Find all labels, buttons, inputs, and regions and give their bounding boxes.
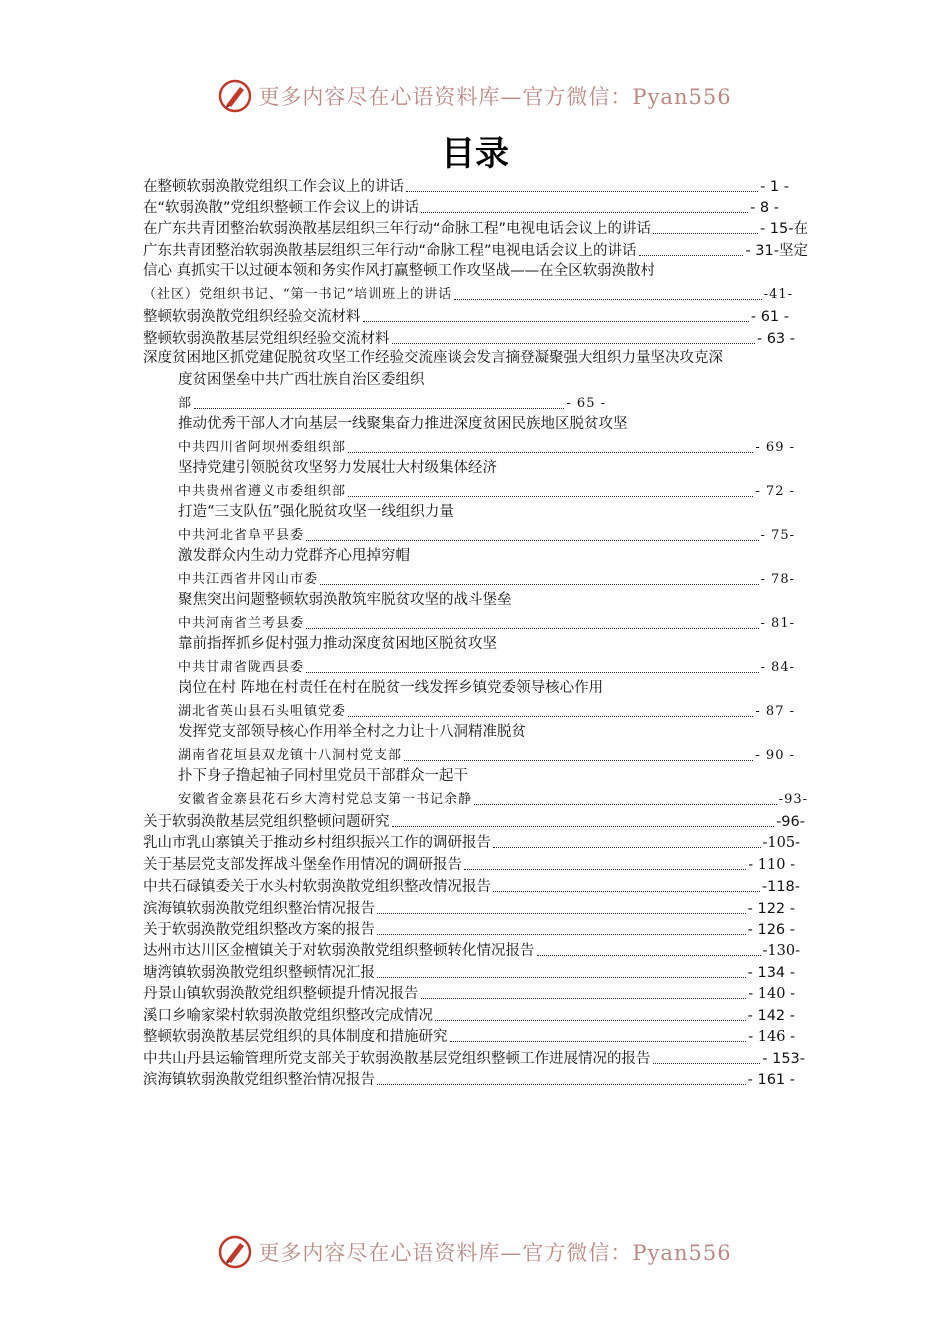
toc-entry[interactable] [143,239,808,261]
toc-entry-title: 滨海镇软弱涣散党组织整治情况报告 [143,901,375,917]
toc-entry[interactable] [143,1004,795,1026]
toc-entry-title: 中共山丹县运输管理所党支部关于软弱涣散基层党组织整顿工作进展情况的报告 [143,1051,651,1067]
dot-leader [377,934,746,935]
toc-entry-heading: 发挥党支部领导核心作用举全村之力让十八洞精准脱贫 [178,724,526,740]
pen-logo-icon [218,1235,252,1269]
dot-leader [306,672,759,673]
toc-entry-page: - 146 - [748,1029,795,1045]
dot-leader [454,299,761,300]
toc-entry-page: - 31-坚定 [745,243,808,259]
toc-entry[interactable] [143,1025,795,1047]
toc-entry-page: - 134 - [747,965,795,981]
dot-leader [348,452,753,453]
toc-entry-title: 中共石碌镇委关于水头村软弱涣散党组织整改情况报告 [143,879,491,895]
toc-entry[interactable] [178,744,795,766]
toc-entry[interactable] [143,918,795,940]
dot-leader [421,998,747,999]
toc-entry-page: - 15-在 [759,221,808,237]
toc-entry-title: 中共河南省兰考县委 [178,616,305,631]
toc-entry[interactable] [178,700,795,722]
dot-leader [493,891,760,892]
toc-entry[interactable] [178,612,795,634]
toc-entry-continuation: 深度贫困地区抓党建促脱贫攻坚工作经验交流座谈会发言摘登凝聚强大组织力量坚决攻克深 [143,350,723,366]
dot-leader [406,191,758,192]
toc-entry-title: 溪口乡喻家梁村软弱涣散党组织整改完成情况 [143,1008,433,1024]
toc-entry-continuation: 信心 真抓实干以过硬本领和务实作风打赢整顿工作攻坚战——在全区软弱涣散村 [143,263,656,279]
toc-entry[interactable] [143,217,808,239]
dot-leader [653,233,758,234]
toc-entry-heading: 打造“三支队伍”强化脱贫攻坚一线组织力量 [178,504,454,520]
toc-entry[interactable] [143,982,795,1004]
toc-entry[interactable] [178,436,795,458]
dot-leader [363,321,749,322]
toc-entry-page: -130- [762,943,800,959]
toc-entry-page: - 8 - [750,200,779,216]
page-title: 目录 [441,134,509,174]
toc-entry-heading: 聚焦突出问题整顿软弱涣散筑牢脱贫攻坚的战斗堡垒 [178,592,512,608]
toc-entry-title: 关于基层党支部发挥战斗堡垒作用情况的调研报告 [143,857,462,873]
toc-entry-title: 整顿软弱涣散党组织经验交流材料 [143,309,361,325]
dot-leader [421,212,748,213]
toc-entry-title: 部 [178,396,193,411]
toc-entry-heading: 岗位在村 阵地在村责任在村在脱贫一线发挥乡镇党委领导核心作用 [178,680,604,696]
toc-entry[interactable] [143,175,789,197]
dot-leader [320,584,759,585]
dot-leader [348,496,753,497]
dot-leader [537,955,761,956]
toc-entry-heading: 激发群众内生动力党群齐心甩掉穷帽 [178,548,410,564]
dot-leader [450,1041,747,1042]
toc-entry-title: 塘湾镇软弱涣散党组织整顿情况汇报 [143,965,375,981]
dot-leader [306,628,759,629]
watermark-banner-bottom [0,1232,950,1272]
dot-leader [404,760,753,761]
toc-entry-title: 整顿软弱涣散基层党组织经验交流材料 [143,331,390,347]
toc-entry-heading: 推动优秀干部人才向基层一线聚集奋力推进深度贫困民族地区脱贫攻坚 [178,416,628,432]
toc-entry[interactable] [178,788,808,810]
toc-entry[interactable] [143,875,800,897]
dot-leader [493,847,761,848]
toc-entry-page: - 90 - [755,748,795,763]
dot-leader [377,977,746,978]
toc-entry[interactable] [143,305,789,327]
toc-entry[interactable] [143,810,805,832]
toc-entry[interactable] [143,1068,795,1090]
toc-entry-continuation: 度贫困堡垒中共广西壮族自治区委组织 [178,372,425,388]
toc-entry-title: 广东共青团整治软弱涣散基层组织三年行动“命脉工程”电视电话会议上的讲话 [143,243,637,259]
toc-entry-title: 丹景山镇软弱涣散党组织整顿提升情况报告 [143,986,419,1002]
toc-entry-title: （社区）党组织书记、“第一书记”培训班上的讲话 [143,287,453,302]
toc-entry-title: 中共河北省阜平县委 [178,528,305,543]
toc-entry-title: 整顿软弱涣散基层党组织的具体制度和措施研究 [143,1029,448,1045]
toc-entry[interactable] [143,831,800,853]
dot-leader [194,408,564,409]
toc-entry-page: -118- [761,879,800,895]
toc-entry-title: 安徽省金寨县花石乡大湾村党总支第一书记余静 [178,792,473,807]
toc-entry-page: - 65 - [566,396,606,411]
toc-entry-page: - 69 - [755,440,795,455]
dot-leader [435,1020,746,1021]
toc-entry-page: - 75- [760,528,795,543]
toc-entry-page: - 153- [762,1051,805,1067]
toc-entry-page: - 84- [760,660,795,675]
toc-entry[interactable] [143,939,800,961]
toc-entry-page: - 122 - [747,901,795,917]
dot-leader [348,716,753,717]
dot-leader [306,540,759,541]
toc-entry[interactable] [143,196,779,218]
toc-entry[interactable] [143,327,795,349]
toc-entry-page: -41- [763,287,793,302]
toc-entry-title: 中共四川省阿坝州委组织部 [178,440,347,455]
dot-leader [392,826,775,827]
toc-entry[interactable] [178,568,795,590]
toc-entry[interactable] [143,897,795,919]
toc-entry[interactable] [178,656,795,678]
toc-entry-page: -96- [776,814,805,830]
toc-entry-page: - 63 - [756,331,795,347]
toc-entry-page: - 126 - [747,922,795,938]
toc-entry-page: - 78- [760,572,795,587]
toc-entry-title: 中共贵州省遵义市委组织部 [178,484,347,499]
toc-entry-page: - 161 - [747,1072,795,1088]
toc-entry-heading: 扑下身子撸起袖子同村里党员干部群众一起干 [178,768,468,784]
dot-leader [639,255,744,256]
dot-leader [653,1063,761,1064]
toc-entry-title: 在“软弱涣散”党组织整顿工作会议上的讲话 [143,200,420,216]
toc-entry-title: 在整顿软弱涣散党组织工作会议上的讲话 [143,179,404,195]
toc-entry-page: - 61 - [750,309,789,325]
toc-entry-page: - 142 - [747,1008,795,1024]
toc-entry[interactable] [143,283,793,305]
dot-leader [474,804,777,805]
toc-entry[interactable] [143,961,795,983]
toc-entry[interactable] [178,524,795,546]
toc-entry-title: 关于软弱涣散党组织整改方案的报告 [143,922,375,938]
toc-entry-title: 中共江西省井冈山市委 [178,572,319,587]
toc-entry-title: 乳山市乳山寨镇关于推动乡村组织振兴工作的调研报告 [143,835,491,851]
toc-entry[interactable] [143,1047,805,1069]
toc-entry-page: - 81- [760,616,795,631]
toc-entry[interactable] [178,480,795,502]
toc-entry-heading: 坚持党建引领脱贫攻坚努力发展壮大村级集体经济 [178,460,497,476]
dot-leader [392,343,755,344]
toc-entry-title: 关于软弱涣散基层党组织整顿问题研究 [143,814,390,830]
pen-logo-icon [218,79,252,113]
toc-entry-heading: 靠前指挥抓乡促村强力推动深度贫困地区脱贫攻坚 [178,636,497,652]
toc-entry-page: - 110 - [748,857,795,873]
toc-entry-page: -105- [762,835,800,851]
toc-entry-title: 中共甘肃省陇西县委 [178,660,305,675]
dot-leader [377,913,746,914]
toc-entry-page: - 72 - [755,484,795,499]
toc-entry-page: - 1 - [760,179,789,195]
toc-entry-title: 滨海镇软弱涣散党组织整治情况报告 [143,1072,375,1088]
toc-entry-title: 湖北省英山县石头咀镇党委 [178,704,347,719]
toc-entry[interactable] [143,853,795,875]
dot-leader [464,869,746,870]
toc-entry-title: 湖南省花垣县双龙镇十八洞村党支部 [178,748,403,763]
dot-leader [377,1084,746,1085]
toc-entry-page: -93- [778,792,808,807]
watermark-text: 更多内容尽在心语资料库—官方微信：Pyan556 [258,85,732,109]
toc-entry-page: - 87 - [755,704,795,719]
toc-entry-title: 达州市达川区金檀镇关于对软弱涣散党组织整顿转化情况报告 [143,943,535,959]
watermark-banner-top [0,76,950,116]
watermark-text: 更多内容尽在心语资料库—官方微信：Pyan556 [258,1241,732,1265]
toc-entry[interactable] [178,392,606,414]
toc-entry-title: 在广东共青团整治软弱涣散基层组织三年行动“命脉工程”电视电话会议上的讲话 [143,221,652,237]
toc-entry-page: - 140 - [748,986,795,1002]
